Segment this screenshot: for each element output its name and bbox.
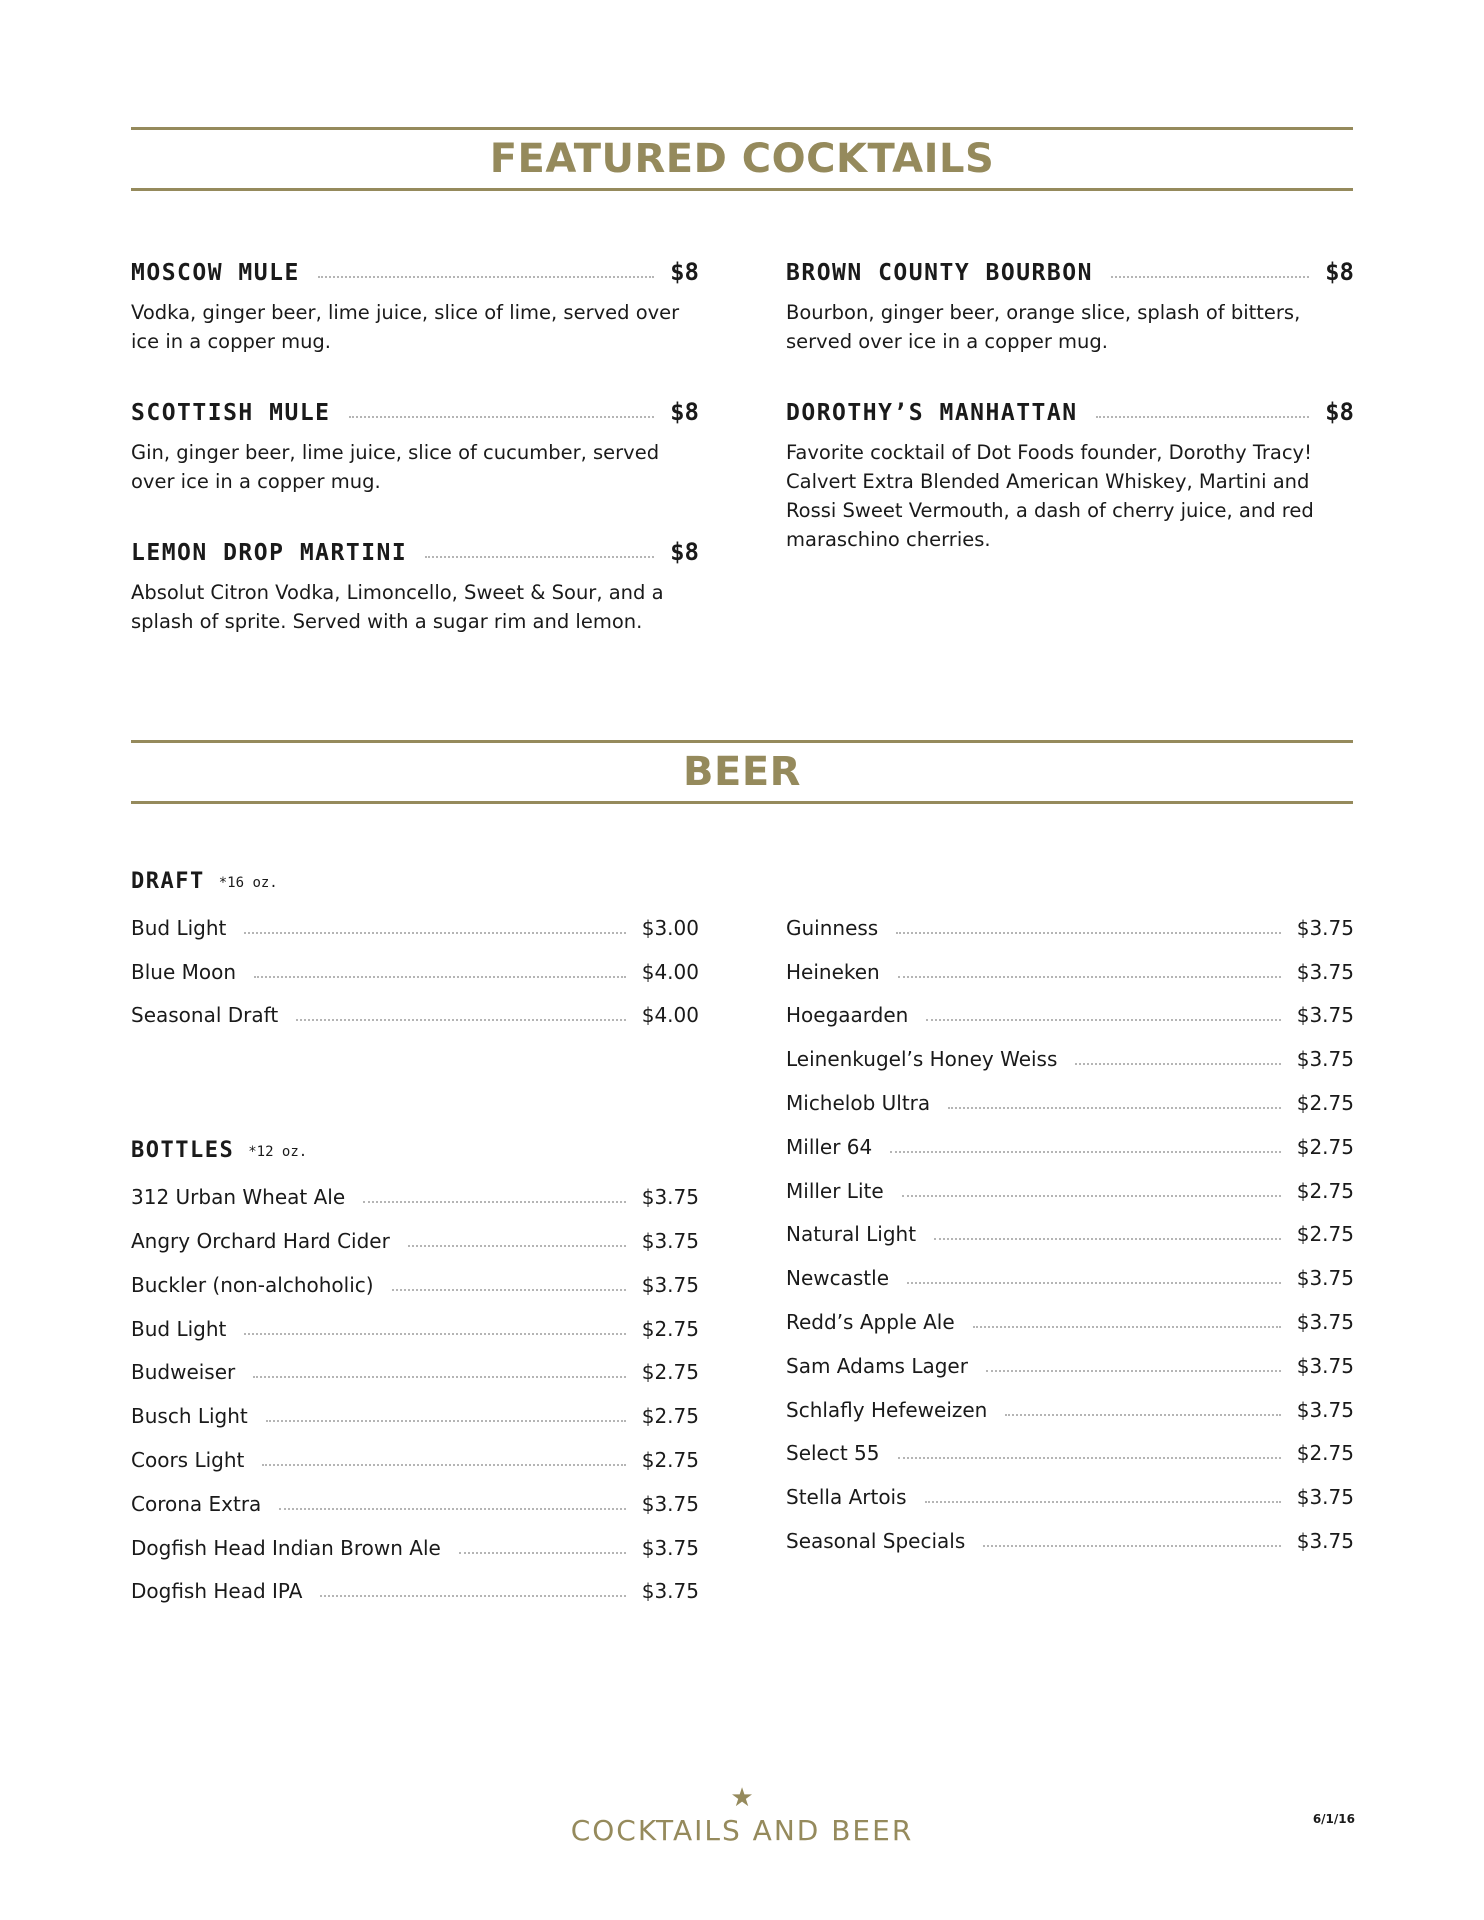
dot-leader [363,1200,626,1203]
beer-row [131,1345,699,1389]
bottles-title: BOTTLES [131,1137,235,1163]
dot-leader [253,1375,625,1378]
beer-row [786,944,1354,988]
dot-leader [320,1594,625,1597]
beer-name: Miller 64 [786,1134,873,1159]
beer-name: Guinness [786,915,879,940]
cocktail-price: $8 [670,258,699,286]
cocktail-name: DOROTHY’S MANHATTAN [786,400,1078,426]
cocktail-name: SCOTTISH MULE [131,400,331,426]
beer-name: Seasonal Draft [131,1003,279,1028]
beer-price: $3.75 [1296,1266,1354,1291]
cocktail-description: Absolut Citron Vodka, Limoncello, Sweet & Sour, and a splash of sprite. Served with a sugar rim and lemon. [131,581,664,633]
beer-name: 312 Urban Wheat Ale [131,1185,346,1210]
beer-name: Angry Orchard Hard Cider [131,1228,390,1253]
beer-price: $2.75 [1296,1178,1354,1203]
beer-name: Leinenkugel’s Honey Weiss [786,1047,1058,1072]
cocktails-right-column [786,250,1354,588]
beer-row [786,1513,1354,1557]
featured-cocktails-title: FEATURED COCKTAILS [489,136,995,182]
dot-leader [425,555,654,558]
bottles-size-note: *12 oz. [248,1144,308,1161]
cocktails-left-column [131,250,699,670]
footer-title: COCKTAILS AND BEER [570,1814,914,1847]
cocktail-name: BROWN COUNTY BOURBON [786,260,1093,286]
cocktail-description: Vodka, ginger beer, lime juice, slice of lime, served over ice in a copper mug. [131,301,680,353]
beer-row [786,1163,1354,1207]
draft-title: DRAFT [131,868,205,894]
beer-price: $4.00 [641,1003,699,1028]
beer-row [131,1213,699,1257]
beer-name: Coors Light [131,1447,245,1472]
beer-name: Hoegaarden [786,1003,909,1028]
beer-price: $2.75 [1296,1441,1354,1466]
dot-leader [926,1018,1280,1021]
cocktail-description: Gin, ginger beer, lime juice, slice of cucumber, served over ice in a copper mug. [131,441,660,493]
dot-leader [902,1194,1281,1197]
beer-name: Redd’s Apple Ale [786,1309,955,1334]
cocktail-description: Bourbon, ginger beer, orange slice, splash of bitters, served over ice in a copper mug. [786,301,1301,353]
dot-leader [392,1288,626,1291]
beer-price: $3.75 [1296,959,1354,984]
dot-leader [1075,1062,1280,1065]
beer-name: Seasonal Specials [786,1528,966,1553]
beer-row [786,1469,1354,1513]
beer-price: $3.75 [1296,1309,1354,1334]
beer-name: Newcastle [786,1266,889,1291]
dot-leader [898,975,1281,978]
beer-row [131,944,699,988]
beer-name: Michelob Ultra [786,1090,931,1115]
beer-price: $2.75 [1296,1222,1354,1247]
dot-leader [1005,1413,1280,1416]
beer-price: $4.00 [641,959,699,984]
cocktail-price: $8 [670,538,699,566]
dot-leader [459,1551,626,1554]
beer-price: $2.75 [641,1404,699,1429]
dot-leader [349,415,655,418]
beer-price: $3.75 [1296,915,1354,940]
beer-name: Corona Extra [131,1491,262,1516]
beer-row [786,1382,1354,1426]
beer-price: $3.75 [641,1535,699,1560]
dot-leader [318,275,654,278]
beer-price: $3.75 [1296,1485,1354,1510]
dot-leader [948,1106,1281,1109]
beer-name: Sam Adams Lager [786,1353,968,1378]
dot-leader [983,1544,1280,1547]
beer-row [786,1426,1354,1470]
dot-leader [408,1244,626,1247]
cocktail-price: $8 [1325,258,1354,286]
beer-name: Heineken [786,959,880,984]
beer-row [786,900,1354,944]
beer-price: $3.75 [1296,1047,1354,1072]
beer-row [131,1257,699,1301]
beer-row [786,1207,1354,1251]
beer-name: Bud Light [131,915,227,940]
dot-leader [279,1507,625,1510]
beer-name: Miller Lite [786,1178,884,1203]
beer-row [131,1301,699,1345]
cocktail-name: MOSCOW MULE [131,260,300,286]
dot-leader [890,1150,1280,1153]
beer-left-column [131,862,699,1607]
beer-row [786,1031,1354,1075]
cocktail-price: $8 [670,398,699,426]
dot-leader [934,1237,1281,1240]
beer-price: $3.00 [641,915,699,940]
dot-leader [896,931,1281,934]
dot-leader [296,1018,626,1021]
dot-leader [1111,275,1309,278]
beer-price: $3.75 [1296,1397,1354,1422]
beer-name: Blue Moon [131,959,237,984]
draft-group [131,862,699,1031]
beer-right-column [786,900,1354,1557]
footer-date: 6/1/16 [1312,1812,1355,1826]
beer-name: Select 55 [786,1441,880,1466]
beer-row [786,988,1354,1032]
cocktail-name: LEMON DROP MARTINI [131,540,408,566]
beer-name: Natural Light [786,1222,917,1247]
dot-leader [973,1325,1281,1328]
beer-row [131,900,699,944]
beer-row [786,1250,1354,1294]
beer-price: $3.75 [1296,1003,1354,1028]
cocktail-item [786,390,1354,554]
beer-title: BEER [683,749,801,795]
dot-leader [262,1463,625,1466]
dot-leader [266,1419,626,1422]
dot-leader [1096,415,1309,418]
beer-price: $3.75 [641,1579,699,1604]
beer-row [131,1520,699,1564]
beer-name: Busch Light [131,1404,248,1429]
beer-row [131,1432,699,1476]
dot-leader [986,1369,1281,1372]
beer-row [786,1119,1354,1163]
dot-leader [254,975,626,978]
cocktail-price: $8 [1325,398,1354,426]
beer-row [131,1476,699,1520]
beer-name: Dogfish Head Indian Brown Ale [131,1535,441,1560]
beer-price: $2.75 [1296,1090,1354,1115]
featured-cocktails-header [131,127,1353,191]
beer-name: Dogfish Head IPA [131,1579,303,1604]
cocktail-item [786,250,1354,356]
beer-header [131,740,1353,804]
beer-price: $2.75 [1296,1134,1354,1159]
beer-name: Schlafly Hefeweizen [786,1397,988,1422]
dot-leader [244,931,625,934]
beer-name: Buckler (non-alchoholic) [131,1272,374,1297]
cocktail-item [131,250,699,356]
beer-price: $3.75 [1296,1353,1354,1378]
dot-leader [925,1500,1281,1503]
beer-row [786,1338,1354,1382]
beer-price: $3.75 [641,1272,699,1297]
beer-name: Bud Light [131,1316,227,1341]
beer-price: $3.75 [641,1491,699,1516]
cocktail-item [131,530,699,636]
cocktail-item [131,390,699,496]
dot-leader [244,1332,625,1335]
beer-row [131,988,699,1032]
beer-name: Budweiser [131,1360,236,1385]
beer-price: $2.75 [641,1316,699,1341]
beer-row [786,1294,1354,1338]
draft-size-note: *16 oz. [218,875,278,891]
cocktail-description: Favorite cocktail of Dot Foods founder, Dorothy Tracy! Calvert Extra Blended American Whiskey, Martini and Rossi Sweet Vermouth, a dash of cherry juice, and red maraschino cherries. [786,441,1314,551]
beer-name: Stella Artois [786,1485,907,1510]
beer-row [131,1388,699,1432]
bottles-group [131,1131,699,1607]
beer-row [131,1564,699,1608]
beer-price: $3.75 [641,1228,699,1253]
beer-row [786,1075,1354,1119]
dot-leader [907,1281,1281,1284]
beer-row [131,1169,699,1213]
beer-price: $3.75 [1296,1528,1354,1553]
beer-price: $3.75 [641,1185,699,1210]
star-icon: ★ [730,1783,754,1813]
dot-leader [898,1456,1281,1459]
beer-price: $2.75 [641,1447,699,1472]
beer-price: $2.75 [641,1360,699,1385]
